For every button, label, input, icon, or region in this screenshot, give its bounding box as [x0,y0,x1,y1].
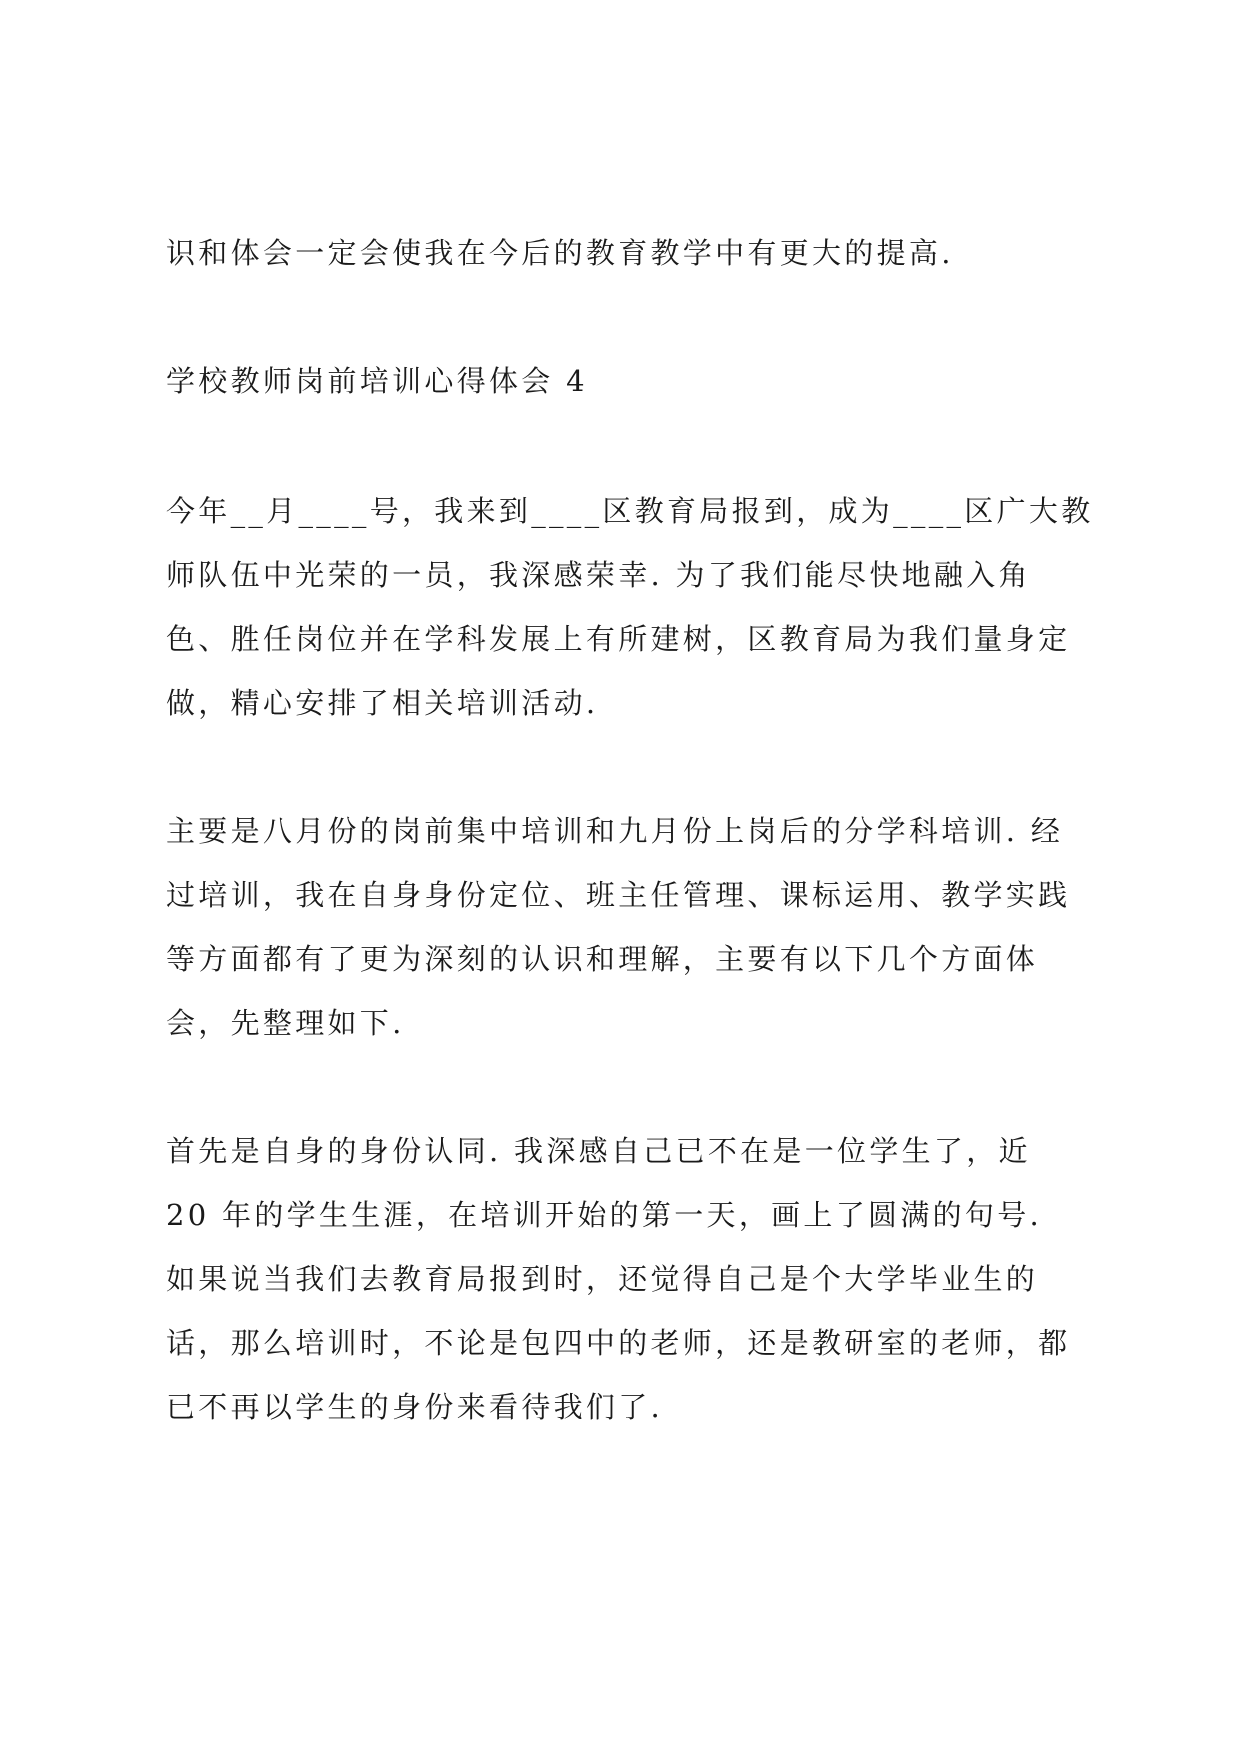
paragraph-3-line-5: 已不再以学生的身份来看待我们了. [166,1390,664,1424]
paragraph-2-line-1: 主要是八月份的岗前集中培训和九月份上岗后的分学科培训. 经 [166,814,1064,848]
paragraph-1-line-4: 做，精心安排了相关培训活动. [166,686,599,720]
paragraph-2-line-4: 会，先整理如下. [166,1006,405,1040]
paragraph-2-line-3: 等方面都有了更为深刻的认识和理解，主要有以下几个方面体 [166,942,1039,976]
paragraph-continuation-line: 识和体会一定会使我在今后的教育教学中有更大的提高. [166,236,954,270]
section-heading: 学校教师岗前培训心得体会 4 [166,364,588,398]
paragraph-3-line-3: 如果说当我们去教育局报到时，还觉得自己是个大学毕业生的 [166,1262,1039,1296]
paragraph-1-line-3: 色、胜任岗位并在学科发展上有所建树，区教育局为我们量身定 [166,622,1071,656]
paragraph-1-line-2: 师队伍中光荣的一员，我深感荣幸. 为了我们能尽快地融入角 [166,558,1031,592]
paragraph-3-line-4: 话，那么培训时，不论是包四中的老师，还是教研室的老师，都 [166,1326,1071,1360]
paragraph-3-line-1: 首先是自身的身份认同. 我深感自己已不在是一位学生了，近 [166,1134,1031,1168]
paragraph-1-line-1: 今年__月____号，我来到____区教育局报到，成为____区广大教 [166,494,1094,528]
paragraph-2-line-2: 过培训，我在自身身份定位、班主任管理、课标运用、教学实践 [166,878,1071,912]
paragraph-3-line-2: 20 年的学生生涯，在培训开始的第一天，画上了圆满的句号. [166,1198,1043,1232]
